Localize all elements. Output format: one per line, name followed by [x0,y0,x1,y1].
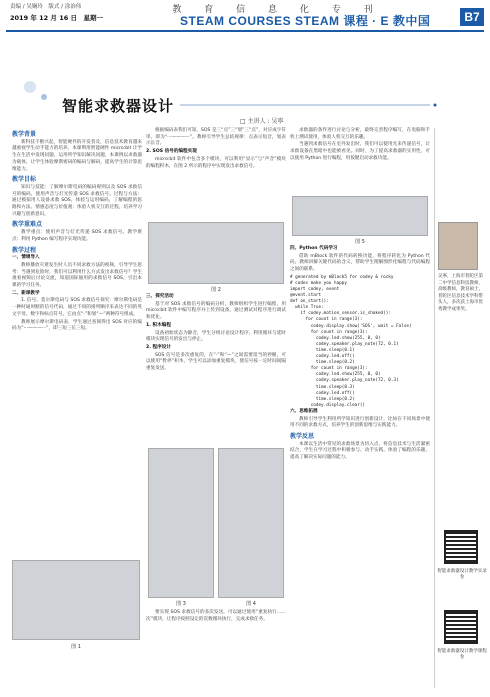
column-2-bottom [146,610,286,624]
qr-code-1-caption: 智能求救器设计教学实录卷 [437,569,487,580]
paragraph: 本课以生活中常见的求救场景为切入点，将信息技术与生活紧密结合，学生在学习过程中积极参与、动手实践，体验了编程的乐趣，提高了解决实际问题的能力。 [290,441,430,461]
paragraph: micro:bit 软件中包含多个模块，可以利用“显示”与“声音”模块的编程积木，在图 2 所示的程序中实现发出求救信号。 [146,156,286,169]
subheading: 一、情境导入 [12,255,40,261]
figure-3 [148,448,214,598]
section-heading: 教学反思 [290,432,315,440]
subheading: 2. 程序设计 [146,344,171,350]
paragraph: 教师展示摩尔斯电码表，学生通过查阅得出 SOS 对应的编码为“···———···”，即三短三长三短。 [12,319,142,332]
qr-code-2[interactable] [444,610,478,644]
paragraph: 1. 信号、莫尔斯电码与 SOS 求救信号探究：摩尔斯电码是一种时通时断的信号代码，通过不同的排列顺序来表达不同的英文字母、数字和标点符号。它由点“·”和划“—”两种符号组成。 [12,298,142,317]
article-author: □ 主讲人 : 吴寧 [240,118,284,125]
paragraph: 设备初始状态为静音，学生分组讨论设计程序，利用循环与延时模块实现信号的发出与停止。 [146,330,286,343]
paragraph: 求救器的条件进行讨论与分析，最终完善程序编写，在电脑和手机上测试使用，体验人机交互的乐趣。 [290,128,430,140]
figure-5 [292,196,428,236]
subheading: 四、Python 代码学习 [290,246,338,251]
paragraph: 基于对 SOS 求救信号的编码分析，教师组织学生进行编程，用 micro:bit 软件中编写程序并上传到设备，通过测试对程序进行调试和优化。 [146,301,286,321]
figure-1-caption: 图 1 [71,644,81,650]
figure-2 [148,222,284,284]
issue-date: 2019 年 12 月 16 日 星期一 [10,14,103,22]
column-2 [146,128,286,171]
figure-3-caption: 图 3 [176,601,186,607]
page-header [0,0,490,34]
section-heading: 教学过程 [12,246,37,254]
editor-meta: 责编 / 吴娴玲 版式 / 涂治伟 [10,4,82,10]
sidebar-divider [434,128,435,688]
subheading: 1. 积木编程 [146,322,171,328]
paragraph: 根据编码表我们可知，SOS 是三“点”三“划”三“点”，对应成字符串，即为“···———···”。教师引导学生总结规律：点表示短音，划表示长音。 [146,128,286,147]
column-1 [12,128,142,334]
paragraph: 借助 mBlock 软件的代码转换功能，将程序转化为 Python 代码，教师讲解关键代码的含义，帮助学生理解图形化编程与代码编程之间的联系。 [290,253,430,273]
subheading: 三、探究活动 [146,294,174,299]
header-rule [6,30,484,32]
subheading: 2. SOS 信号的编程实现 [146,149,197,155]
qr-code-2-caption: 智能求救器设计教学课程卷 [437,649,487,660]
section-heading: 教学背景 [12,131,37,138]
article-title: 智能求救器设计 [62,97,175,115]
code-listing: # generated by mBlock5 for codey & rocky # codes make you happy import codey, event @event.start def on_start(): while True: if codey.motion_sensor.is_shaked(): for count in range(3): codey.display.show('SOS', wait = False) for count in range(3): codey.led.show(255, 0, 0) codey.speaker.play_note(72, 0.1) time.sleep(0.1) codey.led.off() time.sleep(0.2) for count in range(3): codey.led.show(255, 0, 0) codey.speaker.play_note(72, 0.3) time.sleep(0.3) codey.led.off() time.sleep(0.2) codey.display.clear() [290,274,412,408]
paragraph: 当遇到求救信号在室外发出时，我们可以使用光来传递信号，让求救设备在黑暗中也能被看见。同时，为了提高求救器的实用性，可以使用 Python 进行编程，用按键启动求救功能。 [290,142,430,161]
paragraph: 教师引导学生利用所学知识进行创新设计，比如在不同场景中使用不同的求救方式，培养学生的创新思维与实践能力。 [290,416,430,429]
paragraph: 知识与技能：了解摩尔斯电码的编码规则以及 SOS 求救信号的编码，使用声音与灯光传递 SOS 求救信号。过程与方法：通过模拟用人设备求救 SOS，体验与运用编码，了解编程的思路和方法。情感态度与价值观：体验人机交互的过程，培养学习兴趣与创新意识。 [12,184,142,217]
page-number: B7 [460,8,484,26]
section-banner: STEAM COURSES STEAM 课程 · E 教中国 [180,14,431,28]
figure-4-caption: 图 4 [246,601,256,607]
subheading: 六、思维拓展 [290,408,318,414]
section-heading: 教学目标 [12,176,37,184]
figure-2-caption: 图 2 [211,287,221,293]
column-3 [290,128,430,164]
paragraph: SOS 信号是多次重复的，在“·”和“—”之间需要适当的停顿，可以使用“暂停”积木，学生可以添加重复模块，使信号按一定时间间隔重复发送。 [146,352,286,372]
author-photo [438,222,478,270]
figure-5-caption: 图 5 [355,239,365,245]
paragraph: 教师播放灾难发生时人员不同求救方法的视频，引导学生思考：当遇到危险时，我们可以利用什么方式发出求救信号？学生观看视频后讨论交流，知道国际通用的求救信号 SOS，引出本课的学习任务。 [12,262,142,289]
paragraph: 要实现 SOS 求救信号的多次发送，可以通过使用“重复执行……次”模块，让程序按照设定的次数循环执行，完成求救任务。 [146,610,286,622]
qr-code-1[interactable] [444,530,478,564]
figure-1 [12,560,140,640]
column-2-continued [146,294,286,374]
series-title: 教 育 信 息 化 专 刊 [172,5,383,15]
paragraph: 新科技不断兴起，智能硬件的开发普及，信息技术教育越来越重视学生动手能力的培养。本课利用智能硬件 micro:bit 让学生在生活中发现问题、运用所学知识解决问题，本课例以求救器为载体，让学生体验摩斯密码的编码与解码，提高学生的计算思维能力。 [12,139,142,172]
subheading: 二、新课教学 [12,290,40,296]
section-heading: 教学重难点 [12,221,43,229]
paragraph: 教学重点：使用声音与灯光传递 SOS 求救信号。教学难点：利用 Python 编写程序实现功能。 [12,230,142,242]
figure-4 [218,448,284,598]
column-3-continued [290,246,430,463]
author-bio: 吴寧，上海市普陀区第二中学信息科技教师，高级教师，教育硕士，普陀区信息技术学科带头人，多次获上海市优秀教学成果奖。 [438,274,483,312]
